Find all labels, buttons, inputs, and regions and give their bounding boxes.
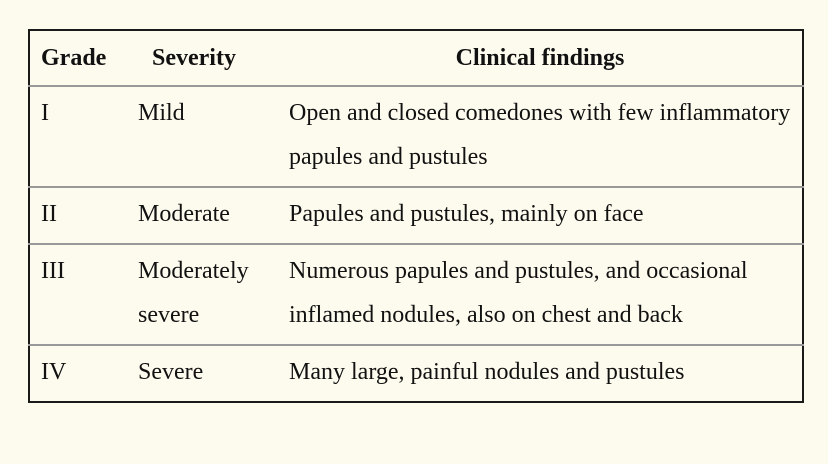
table-row [29, 86, 803, 187]
severity-cell: Mild [127, 86, 278, 187]
table-row [29, 187, 803, 244]
clinical-findings-cell: Open and closed comedones with few inflammatory papules and pustules [278, 86, 803, 187]
grade-cell: IV [41, 359, 67, 385]
table-row [29, 345, 803, 402]
severity-cell: Moderate [127, 187, 278, 244]
severity-cell: Moderately severe [127, 244, 278, 345]
table-row [29, 244, 803, 345]
clinical-findings-cell: Numerous papules and pustules, and occasional inflamed nodules, also on chest and back [278, 244, 803, 345]
acne-grading-table-container [28, 29, 802, 403]
column-header-clinical-findings: Clinical findings [278, 30, 803, 86]
column-header-severity: Severity [127, 30, 278, 86]
column-header-grade: Grade [29, 30, 127, 86]
grade-cell: III [29, 244, 127, 345]
clinical-findings-cell: Papules and pustules, mainly on face [278, 187, 803, 244]
clinical-findings-cell: Many large, painful nodules and pustules [289, 359, 685, 385]
acne-grading-table [28, 29, 804, 403]
grade-cell: II [29, 187, 127, 244]
grade-cell: I [29, 86, 127, 187]
table-header-row [29, 30, 803, 86]
severity-cell: Severe [138, 359, 204, 385]
